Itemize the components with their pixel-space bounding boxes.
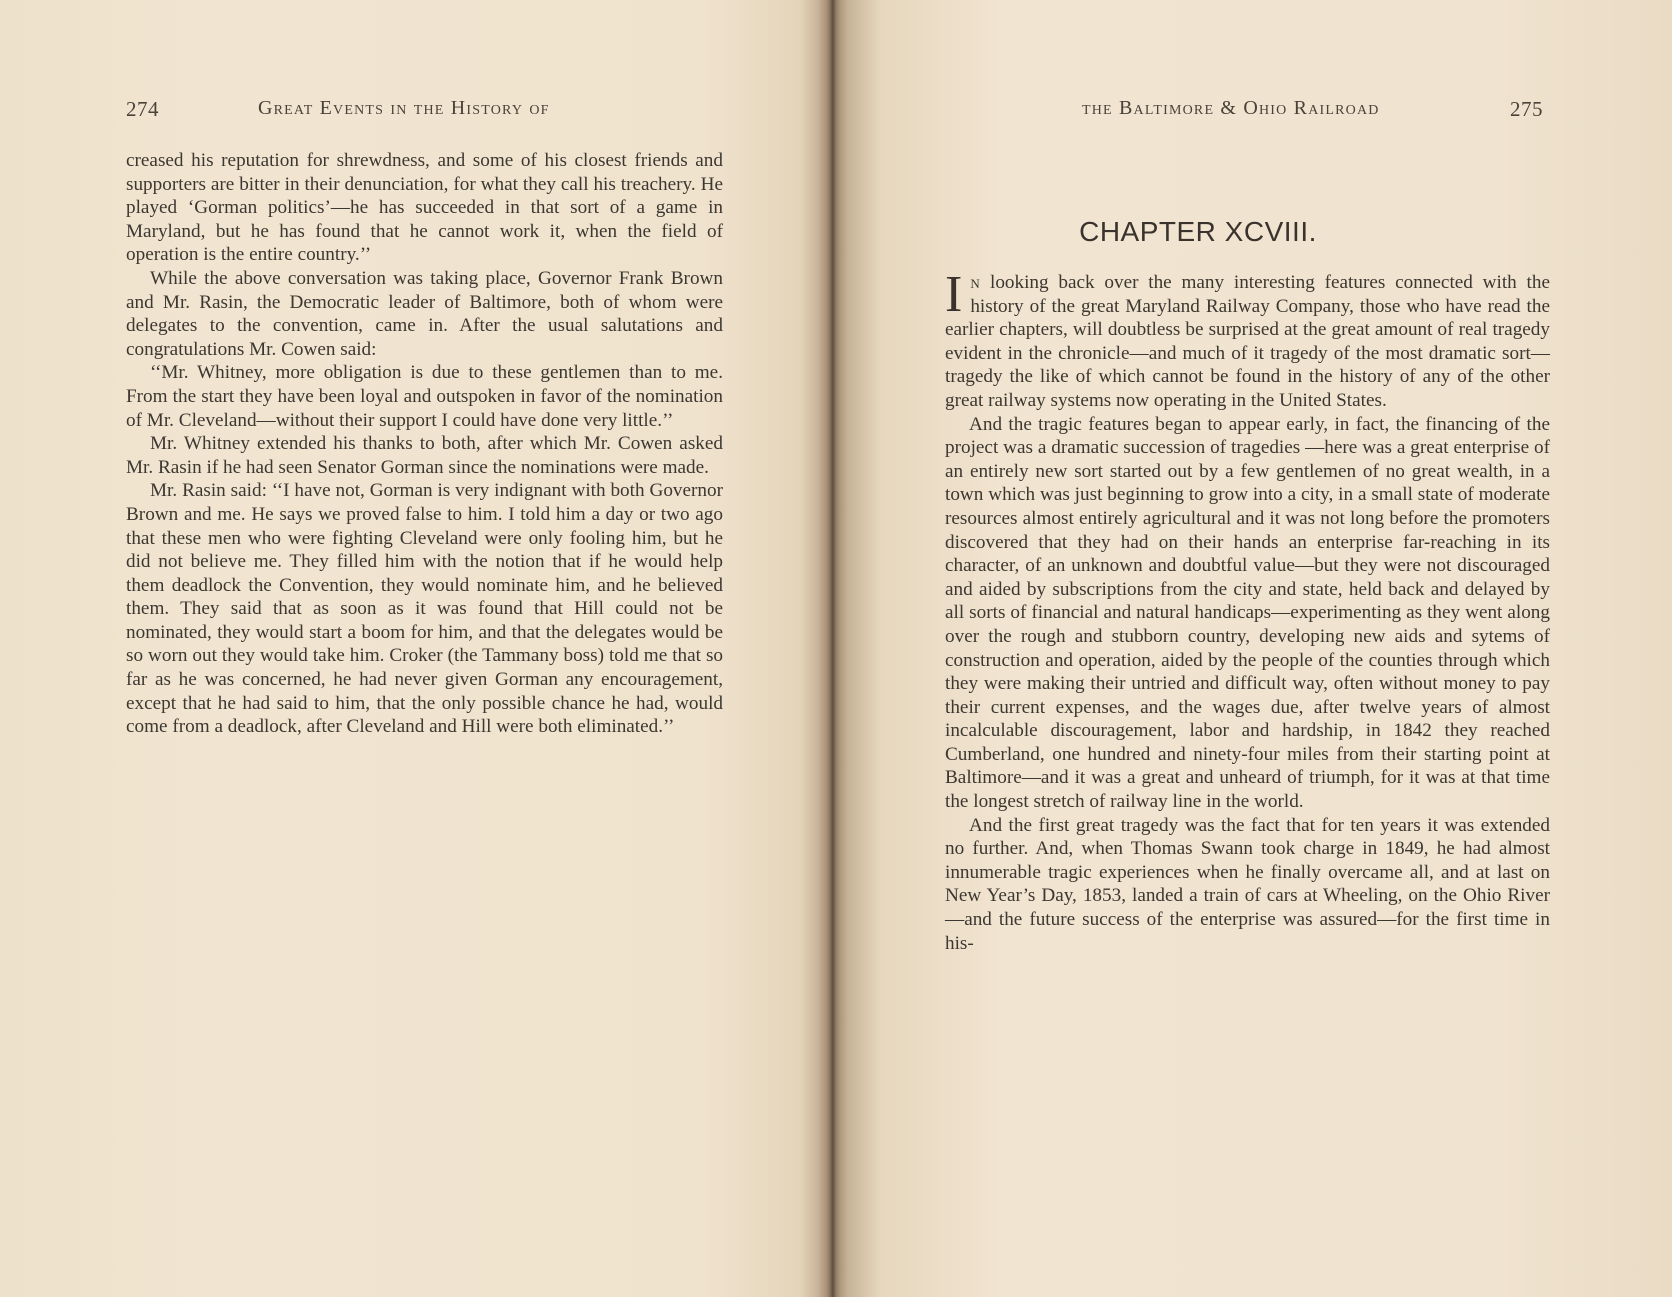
paragraph: ‘‘Mr. Whitney, more obligation is due to these gentlemen than to me. From the start they have been loyal and outspoken in favor of the nomination of Mr. Cleveland—without their support I could have done very little.’’ [126, 362, 723, 431]
paragraph: Mr. Rasin said: ‘‘I have not, Gorman is very indignant with both Governor Brown and me. He says we proved false to him. I told him a day or two ago that these men who were fighting Cleveland were only fooling him, but he did not believe me. They filled him with the notion that if he would help them deadlock the Convention, they would nominate him, and he believed them. They said that as soon as it was found that Hill could not be nominated, they would start a boom for him, and that the delegates would be so worn out they would take him. Croker (the Tammany boss) told me that so far as he was concerned, he had never given Gorman any encouragement, except that he had said to him, that the only possible chance he had, would come from a deadlock, after Cleveland and Hill were both eliminated.’’ [126, 480, 723, 738]
left-text-block [126, 149, 723, 739]
paragraph: While the above conversation was taking place, Governor Frank Brown and Mr. Rasin, the Democratic leader of Baltimore, both of whom were delegates to the convention, came in. After the usual salutations and congratulations Mr. Cowen said: [126, 267, 723, 360]
first-word-small-caps: n [970, 272, 981, 293]
opening-paragraph [945, 266, 1550, 413]
right-page-number: 275 [1510, 97, 1543, 121]
paragraph: And the first great tragedy was the fact that for ten years it was extended no further. And, when Thomas Swann took charge in 1849, he had almost innumerable tragic experiences when he finally overcame all, and at last on New Year’s Day, 1853, landed a train of cars at Wheeling, on the Ohio River—and the future success of the enterprise was assured—for the first time in his- [945, 814, 1550, 954]
paragraph: creased his reputation for shrewdness, and some of his closest friends and supporters are bitter in their denunciation, for what they call his treachery. He played ‘Gorman politics’—he has succeeded in that sort of a game in Maryland, but he has found that he cannot work it, when the field of operation is the entire country.’’ [126, 150, 723, 266]
paragraph-text: looking back over the many interesting features connected with the history of the great Maryland Railway Company, those who have read the earlier chapters, will doubtless be surprised at the great amount of real tragedy evident in the chronicle—and much of it tragedy of the most dramatic sort—tragedy the like of which cannot be found in the history of any of the other great railway systems now operating in the United States. [945, 272, 1550, 411]
drop-cap: I [945, 266, 963, 323]
left-page-number: 274 [126, 97, 159, 121]
paragraph: And the tragic features began to appear early, in fact, the financing of the project was a dramatic succession of tragedies —here was a great enterprise of an entirely new sort started out by a few gentlemen of no great wealth, in a town which was just beginning to grow into a city, in a small state of moderate resources almost entirely agricultural and it was not long before the promoters discovered that they had on their hands an enterprise far-reaching in its character, of an unknown and doubtful value—but they were not discouraged and aided by subscriptions from the city and state, held back and delayed by all sorts of financial and natural handicaps—experimenting as they went along over the rough and stubborn country, developing new aids and sytems of construction and operation, aided by the people of the counties through which they were making their untried and difficult way, often without money to pay their current expenses, and the wages due, after twelve years of almost incalculable discouragement, labor and hardship, in 1842 they reached Cumberland, one hundred and ninety-four miles from their starting point at Baltimore—and it was a great and unheard of triumph, for it was at that time the longest stretch of railway line in the world. [945, 413, 1550, 813]
right-text-block [945, 266, 1550, 955]
chapter-title: CHAPTER XCVIII. [1079, 216, 1317, 247]
paragraph: Mr. Whitney extended his thanks to both, after which Mr. Cowen asked Mr. Rasin if he had seen Senator Gorman since the nominations were made. [126, 433, 723, 478]
left-running-head: Great Events in the History of [258, 97, 550, 119]
right-page [836, 0, 1672, 1297]
right-running-head: the Baltimore & Ohio Railroad [1082, 97, 1380, 119]
left-page [0, 0, 830, 1297]
